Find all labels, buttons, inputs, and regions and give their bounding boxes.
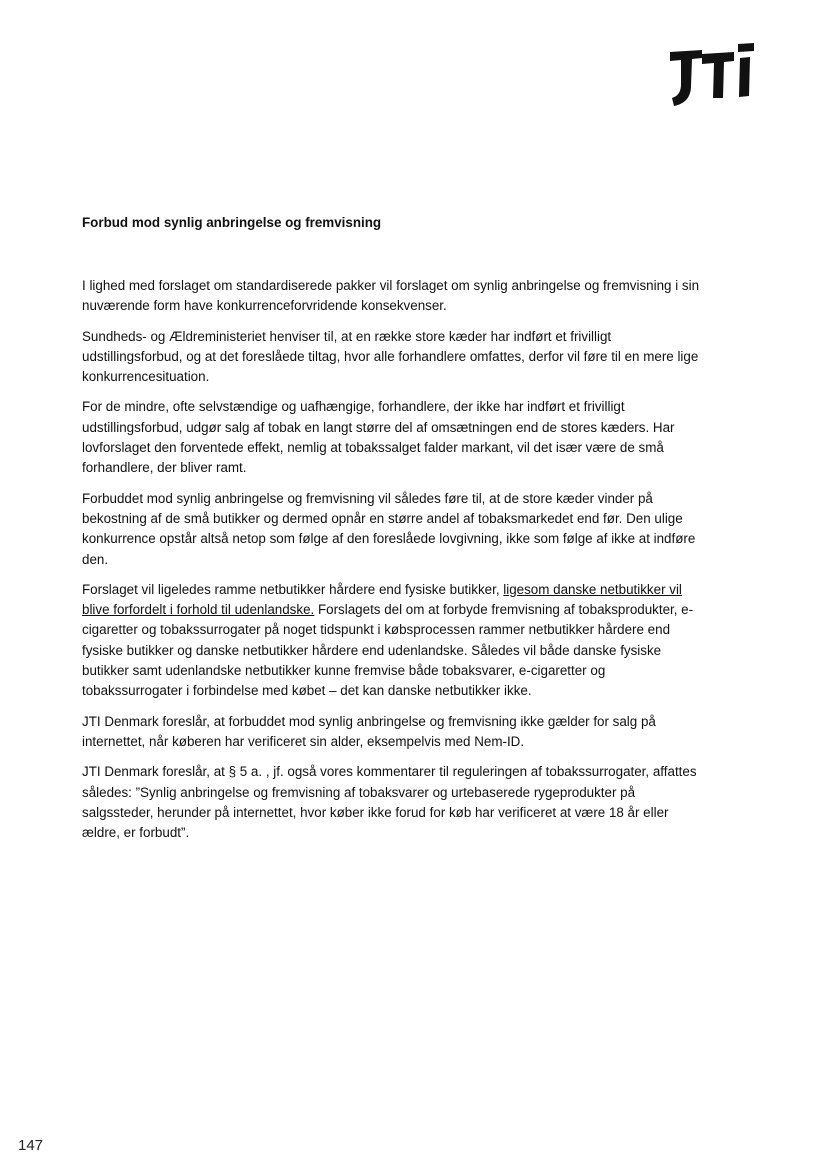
paragraph-2: Sundheds- og Ældreministeriet henviser til, at en række store kæder har indført et frivilligt udstillingsforbud, og at det foreslåede tiltag, hvor alle forhandlere omfattes, derfor vil føre til en mere lige konkurrencesituation.	[82, 328, 699, 385]
section-heading: Forbud mod synlig anbringelse og fremvisning	[82, 215, 382, 230]
paragraph-5-start: Forslaget vil ligeledes ramme netbutikker hårdere end fysiske butikker,	[82, 581, 504, 597]
jti-logo-icon	[668, 40, 760, 110]
paragraph-6: JTI Denmark foreslår, at forbuddet mod synlig anbringelse og fremvisning ikke gælder for salg på internettet, når køberen har verificeret sin alder, eksempelvis med Nem-ID.	[82, 713, 656, 749]
paragraph-4: Forbuddet mod synlig anbringelse og fremvisning vil således føre til, at de store kæder vinder på bekostning af de små butikker og dermed opnår en større andel af tobaksmarkedet end før. Den ulige konkurrence opstår altså netop som følge af den foreslåede lovgivning, ikke som følge af ikke at indføre den.	[82, 490, 696, 567]
page-number: 147	[18, 1137, 44, 1154]
paragraph-5-underlined: ligesom danske netbutikker vil blive forfordelt i forhold til udenlandske.	[82, 581, 682, 618]
jti-logo	[668, 40, 760, 110]
paragraph-5	[82, 580, 702, 702]
document-body	[82, 276, 702, 853]
paragraph-3: For de mindre, ofte selvstændige og uafhængige, forhandlere, der ikke har indført et frivilligt udstillingsforbud, udgør salg af tobak en langt større del af omsætningen end de stores kæders. Har lovforslaget den forventede effekt, nemlig at tobakssalget falder markant, vil det især være de små forhandlere, der bliver ramt.	[82, 399, 675, 476]
paragraph-1: I lighed med forslaget om standardiserede pakker vil forslaget om synlig anbringelse og fremvisning i sin nuværende form have konkurrenceforvridende konsekvenser.	[82, 278, 700, 314]
paragraph-7: JTI Denmark foreslår, at § 5 a. , jf. også vores kommentarer til reguleringen af tobakssurrogater, affattes således: ”Synlig anbringelse og fremvisning af tobaksvarer og urtebaserede rygeprodukter på salgssteder, herunder på internettet, hvor køber ikke forud for køb har verificeret at være 18 år eller ældre, er forbudt”.	[82, 764, 697, 841]
paragraph-5-end: Forslagets del om at forbyde fremvisning af tobaksprodukter, e-cigaretter og tobakssurrogater på noget tidspunkt i købsprocessen rammer netbutikker hårdere end fysiske butikker og danske netbutikker hårdere end udenlandske. Således vil både danske fysiske butikker samt udenlandske netbutikker kunne fremvise både tobaksvarer, e-cigaretter og tobakssurrogater i forbindelse med købet – det kan danske netbutikker ikke.	[82, 602, 694, 699]
